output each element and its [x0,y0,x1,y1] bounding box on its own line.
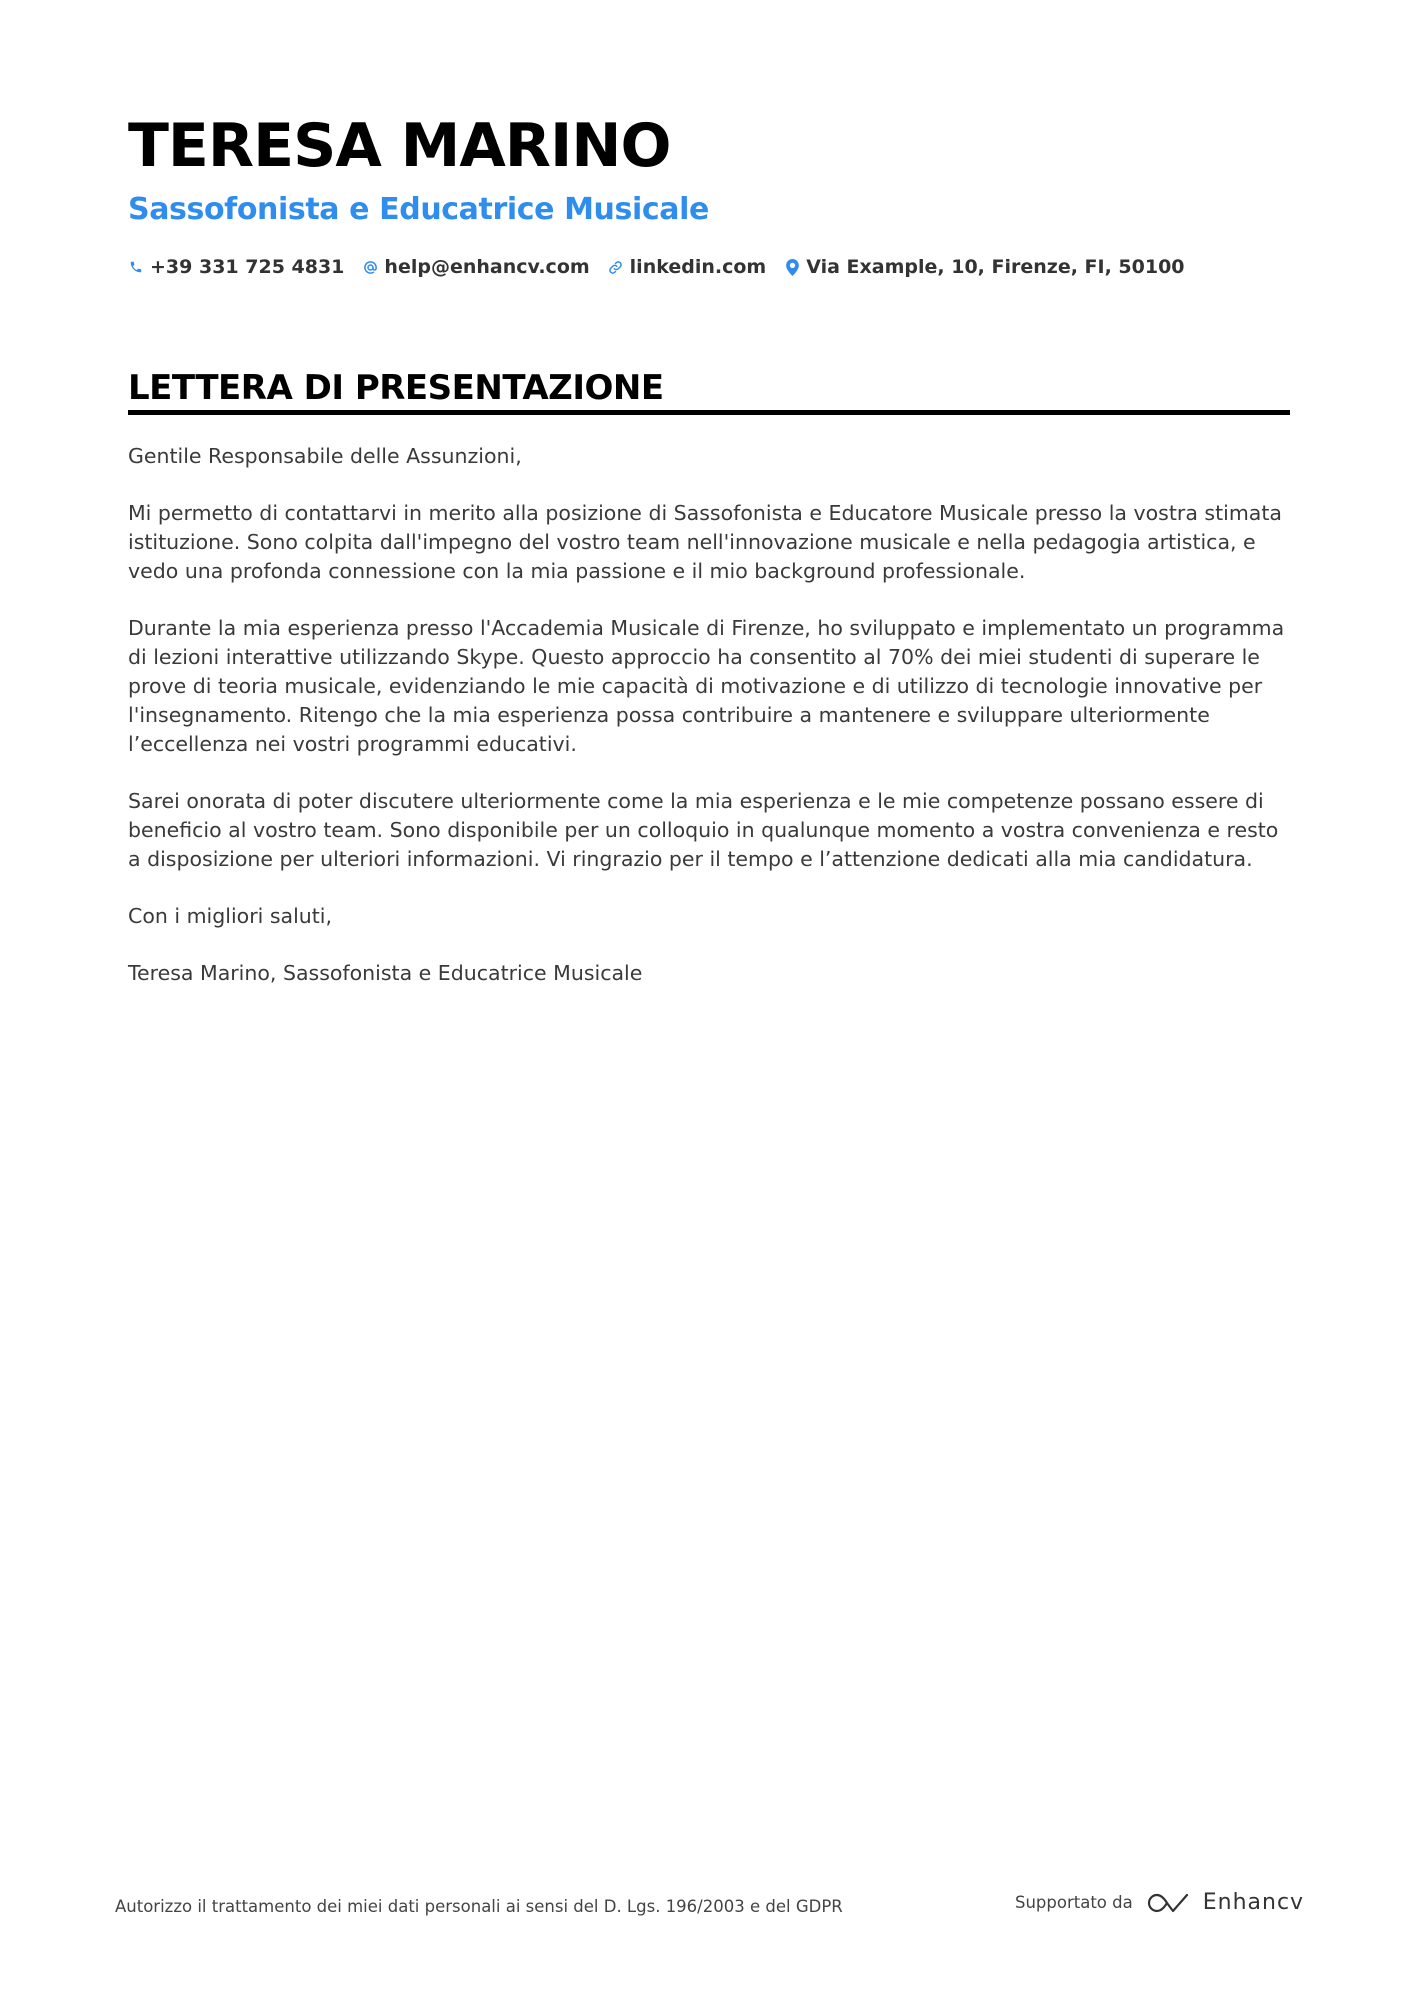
location-pin-icon [784,257,800,277]
link-icon [608,257,624,277]
at-icon [362,257,378,277]
contact-address [784,252,1184,282]
section-title: LETTERA DI PRESENTAZIONE [128,368,664,408]
contact-email-text[interactable]: help@enhancv.com [384,256,590,278]
candidate-name: TERESA MARINO [128,111,671,181]
letter-paragraph: Sarei onorata di poter discutere ulteriormente come la mia esperienza e le mie competenze possano essere di beneficio al vostro team. Sono disponibile per un colloquio in qualunque momento a vostra convenienza e resto a disposizione per ulteriori informazioni. Vi ringrazio per il tempo e l’attenzione dedicati alla mia candidatura. [128,789,1279,871]
letter-closing: Con i migliori saluti, [128,904,333,928]
contact-linkedin[interactable] [608,252,767,282]
contact-phone [128,252,344,282]
letter-salutation: Gentile Responsabile delle Assunzioni, [128,444,522,468]
brand-name: Enhancv [1202,1890,1305,1915]
letter-signature: Teresa Marino, Sassofonista e Educatrice Musicale [128,961,643,985]
privacy-consent-note: Autorizzo il trattamento dei miei dati personali ai sensi del D. Lgs. 196/2003 e del GDPR [115,1897,843,1916]
letter-paragraph: Mi permetto di contattarvi in merito alla posizione di Sassofonista e Educatore Musicale presso la vostra stimata istituzione. Sono colpita dall'impegno del vostro team nell'innovazione musicale e nella pedagogia artistica, e vedo una profonda connessione con la mia passione e il mio background professionale. [128,501,1282,583]
letter-body [128,442,1293,1016]
contact-email[interactable] [362,252,589,282]
contact-address-text: Via Example, 10, Firenze, FI, 50100 [806,256,1185,278]
phone-icon [128,257,144,277]
contact-linkedin-text[interactable]: linkedin.com [629,256,767,278]
letter-paragraph: Durante la mia esperienza presso l'Accademia Musicale di Firenze, ho sviluppato e implementato un programma di lezioni interattive utilizzando Skype. Questo approccio ha consentito al 70% dei miei studenti di superare le prove di teoria musicale, evidenziando le mie capacità di motivazione e di utilizzo di tecnologie innovative per l'insegnamento. Ritengo che la mia esperienza possa contribuire a mantenere e sviluppare ulteriormente l’eccellenza nei vostri programmi educativi. [128,616,1285,756]
section-divider [128,410,1290,415]
candidate-headline: Sassofonista e Educatrice Musicale [128,192,709,227]
enhancv-logo-icon [1145,1891,1191,1915]
contact-phone-text: +39 331 725 4831 [150,256,345,278]
powered-by [1015,1890,1304,1915]
supported-by-label: Supportato da [1015,1892,1133,1912]
contact-bar [128,252,1203,282]
